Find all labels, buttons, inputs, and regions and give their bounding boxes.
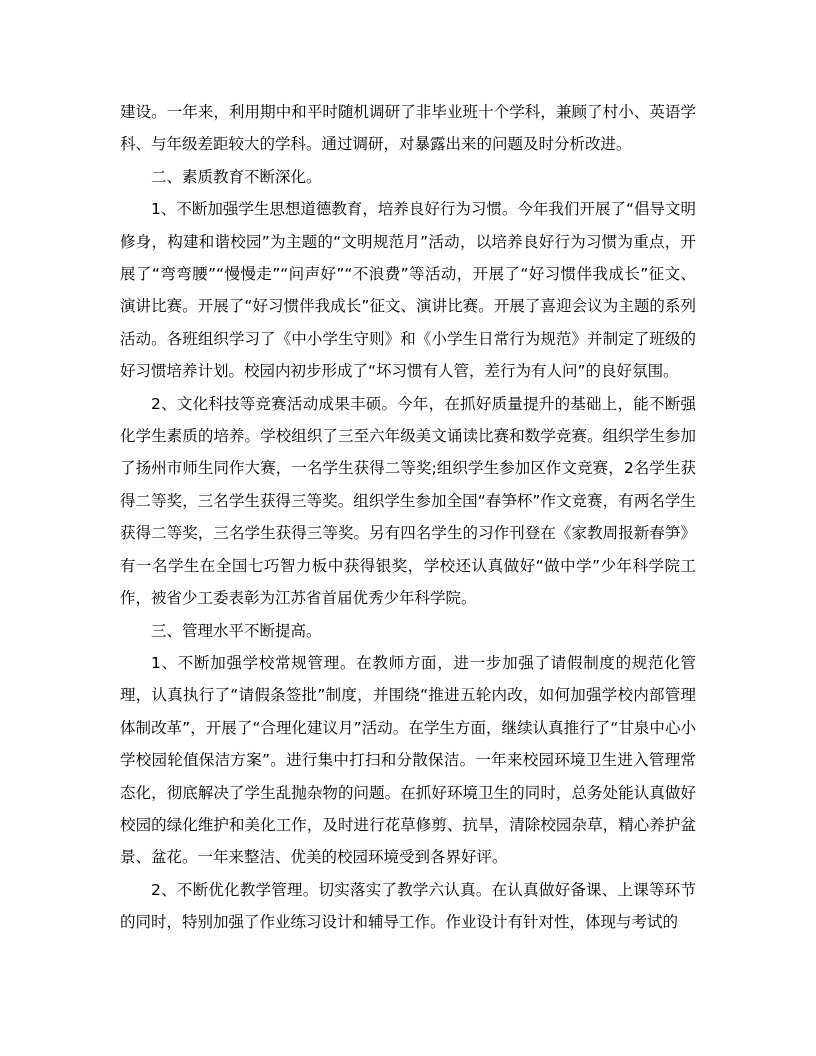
paragraph-school-research: 建设。一年来，利用期中和平时随机调研了非毕业班十个学科，兼顾了村小、英语学科、与年级差距较大的学科。通过调研，对暴露出来的问题及时分析改进。 — [120, 103, 696, 154]
paragraph-routine-management: 1、不断加强学校常规管理。在教师方面，进一步加强了请假制度的规范化管理，认真执行了“请假条签批”制度，并围绕“推进五轮内改，如何加强学校内部管理体制改革”，开展了“合理化建议月”活动。在学生方面，继续认真推行了“甘泉中心小学校园轮值保洁方案”。进行集中打扫和分散保洁。一年来校园环境卫生进入管理常态化，彻底解决了学生乱抛杂物的问题。在抓好环境卫生的同时，总务处能认真做好校园的绿化维护和美化工作，及时进行花草修剪、抗旱，清除校园杂草，精心养护盆景、盆花。一年来整洁、优美的校园环境受到各界好评。 — [120, 653, 696, 867]
section-heading-management: 三、管理水平不断提高。 — [151, 621, 322, 640]
document-page — [120, 96, 696, 939]
paragraph-moral-education: 1、不断加强学生思想道德教育，培养良好行为习惯。今年我们开展了“倡导文明修身，构建和谐校园”为主题的“文明规范月”活动，以培养良好行为习惯为重点，开展了“弯弯腰”“慢慢走”“问声好”“不浪费”等活动，开展了“好习惯伴我成长”征文、演讲比赛。开展了“好习惯伴我成长”征文、演讲比赛。开展了喜迎会议为主题的系列活动。各班组织学习了《中小学生守则》和《小学生日常行为规范》并制定了班级的好习惯培养计划。校园内初步形成了“坏习惯有人管，差行为有人问”的良好氛围。 — [120, 200, 696, 381]
paragraph-competitions: 2、文化科技等竞赛活动成果丰硕。今年，在抓好质量提升的基础上，能不断强化学生素质的培养。学校组织了三至六年级美文诵读比赛和数学竞赛。组织学生参加了扬州市师生同作大赛，一名学生获得二等奖;组织学生参加区作文竞赛，2名学生获得二等奖，三名学生获得三等奖。组织学生参加全国“春笋杯”作文竞赛，有两名学生获得二等奖，三名学生获得三等奖。另有四名学生的习作刊登在《家教周报新春笋》有一名学生在全国七巧智力板中获得银奖，学校还认真做好“做中学”少年科学院工作，被省少工委表彰为江苏省首届优秀少年科学院。 — [120, 394, 696, 608]
section-heading-quality-education: 二、素质教育不断深化。 — [151, 167, 322, 186]
paragraph-teaching-management: 2、不断优化教学管理。切实落实了教学六认真。在认真做好备课、上课等环节的同时，特别加强了作业练习设计和辅导工作。作业设计有针对性，体现与考试的 — [120, 880, 696, 932]
